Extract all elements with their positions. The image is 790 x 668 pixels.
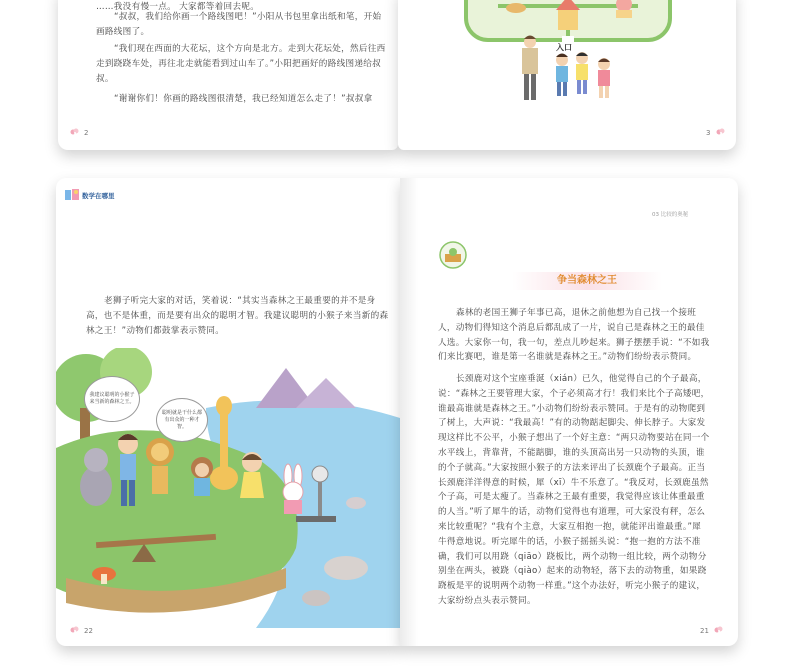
page-gutter <box>400 178 418 646</box>
bottom-left-paragraph: 老狮子听完大家的对话，笑着说：“其实当森林之王最重要的并不是身高，也不是体重，而是要有出众的聪明才智。我建议聪明的小猴子来当新的森林之王！”动物们都鼓掌表示赞同。 <box>86 296 389 336</box>
logo <box>64 188 115 202</box>
story-title: 争当森林之王 <box>512 272 662 290</box>
right-paragraph-2: 长颈鹿对这个宝座垂涎（xián）已久，他觉得自己的个子最高，说：“森林之王要管理大家，个子必须高才行！我们来比个子高矮吧，谁最高谁就是森林之王。”小动物们纷纷表示赞同。于是有的动物爬到了树上，大声说：“我最高！”有的动物踮起脚尖、伸长脖子。大家发现这样比不公平，小猴子想出了一个好主意：“两只动物要站在同一个水平线上，背靠背，不能踮脚，谁的头顶高出另一只动物的头顶，谁的个子就高。”大家按照小猴子的方法来评出了长颈鹿个子最高。正当长颈鹿洋洋得意的时候，犀（xī）牛不乐意了。“我反对，长颈鹿虽然个子高，可是太瘦了。当森林之王最有重要，我觉得应该让体重最重的人当。”听了犀牛的话，动物们觉得也有道理，可大家没有秤，怎么来比较重呢？“我有个主意，大家互相抱一抱，就能评出谁最重。”犀牛得意地说。听完犀牛的话，小猴子摇摇头说：“抱一抱的方法不准确，我们可以用跷（qiāo）跷板比，两个动物一组比较，两个动物分别坐在两头，被跷（qiào）起来的动物轻，落下去的动物重，如果跷跷板是平的说明两个动物一样重。”这个办法好，听完小猴子的建议，大家纷纷点头表示赞同。 <box>438 374 710 606</box>
bottom-right-page <box>400 178 738 646</box>
top-left-paragraph-3: “我们现在西面的大花坛，这个方向是北方。走到大花坛处，然后往西走到跷跷车处，再往北走就能看到过山车了。”小阳把画好的路线图递给叔叔。 <box>96 44 386 84</box>
top-left-page <box>58 0 398 150</box>
book-logo-icon <box>64 188 80 202</box>
page-number: 2 <box>84 129 89 137</box>
page-number: 22 <box>84 627 93 635</box>
family-illustration <box>516 34 626 106</box>
top-left-paragraph-1: ……我没有慢一点。 大家都等着回去呢。 <box>96 2 260 12</box>
flower-icon <box>70 128 80 136</box>
bottom-left-page <box>56 178 400 646</box>
right-paragraph-1: 森林的老国王狮子年事已高，退休之前他想为自己找一个接班人，动物们得知这个消息后都乱成了一片，说自己是森林之王的最佳人选。大家你一句，我一句，差点儿吵起来。狮子摆摆手说：“不如我们来比赛吧，谁是第一名谁就是森林之王。”动物们纷纷表示赞同。 <box>438 308 710 363</box>
bubble-2-text: 聪明就是干什么都有出众的一种才智。 <box>161 409 202 430</box>
chapter-badge-icon <box>438 240 468 270</box>
page-number: 3 <box>706 129 711 137</box>
page-number: 21 <box>700 627 709 635</box>
logo-text: 数学在哪里 <box>82 191 115 200</box>
flower-icon <box>714 626 724 634</box>
speech-bubble-2 <box>156 398 208 442</box>
bubble-1-text: 我建议聪明的小猴子来当新的森林之王。 <box>89 392 135 405</box>
top-left-paragraph-4: “谢谢你们！你画的路线图很清楚，我已经知道怎么走了！”叔叔拿 <box>114 94 373 104</box>
top-right-page <box>398 0 736 150</box>
chapter-header: 03 比较的奥秘 <box>652 212 689 218</box>
entrance-label: 入口 <box>556 43 572 52</box>
flower-icon <box>70 626 80 634</box>
flower-icon <box>716 128 726 136</box>
top-left-paragraph-2: “叔叔，我们给你画一个路线图吧！”小阳从书包里拿出纸和笔，开始画路线图了。 <box>96 12 382 37</box>
speech-bubble-1 <box>84 376 140 422</box>
